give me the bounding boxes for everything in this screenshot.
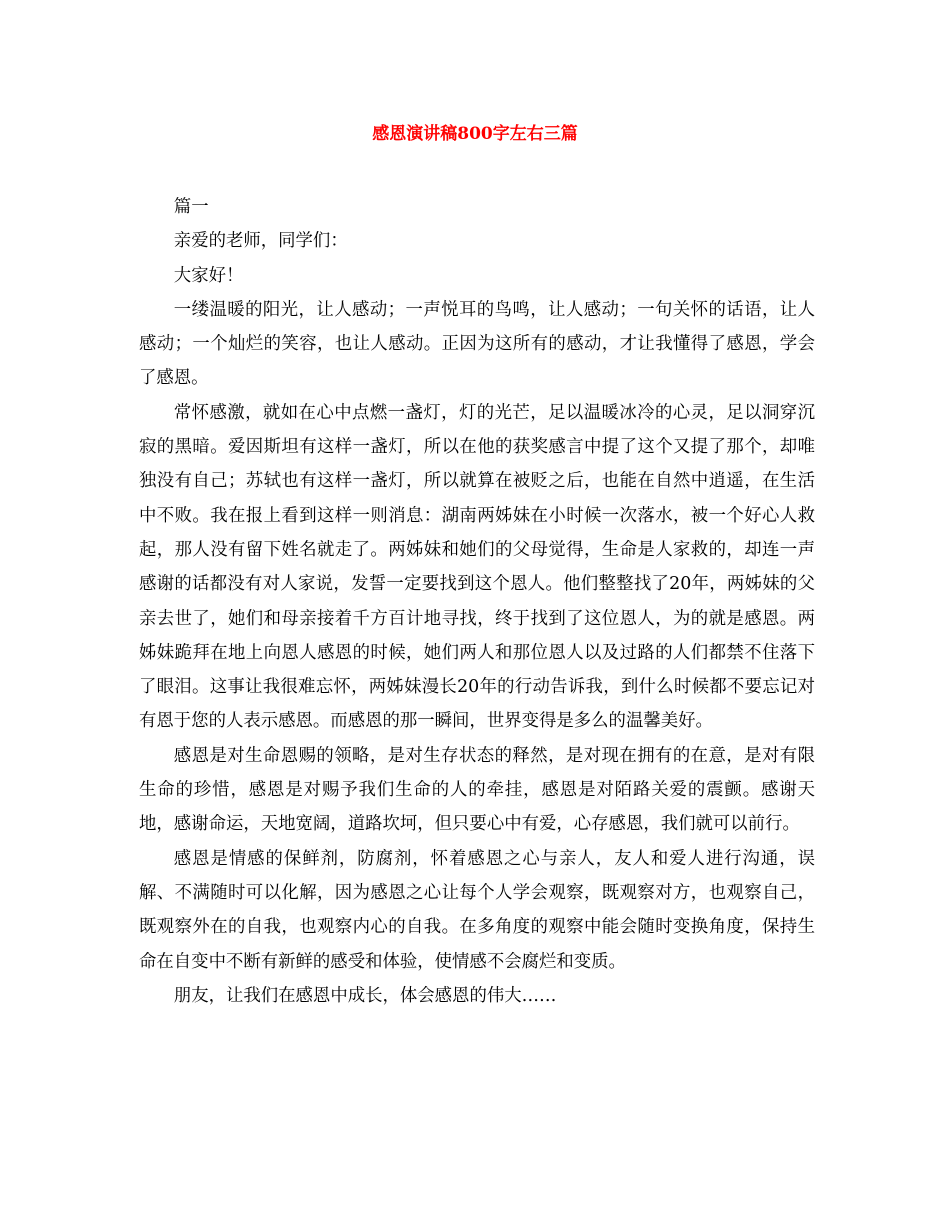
greeting: 大家好！ <box>173 265 244 286</box>
paragraph: 感恩是情感的保鲜剂，防腐剂，怀着感恩之心与亲人，友人和爱人进行沟通，误解、不满随时可以化解，因为感恩之心让每个人学会观察，既观察对方，也观察自己，既观察外在的自我，也观察内心的自我。在多角度的观察中能会随时变换角度，保持生命在自变中不断有新鲜的感受和体验，使情感不会腐烂和变质。 <box>139 848 815 972</box>
document-title: 感恩演讲稿800字左右三篇 <box>372 124 578 144</box>
paragraph: 常怀感激，就如在心中点燃一盏灯，灯的光芒，足以温暖冰冷的心灵，足以洞穿沉寂的黑暗。爱因斯坦有这样一盏灯，所以在他的获奖感言中提了这个又提了那个，却唯独没有自己；苏轼也有这样一盏灯，所以就算在被贬之后，也能在自然中逍遥，在生活中不败。我在报上看到这样一则消息：湖南两姊妹在小时候一次落水，被一个好心人救起，那人没有留下姓名就走了。两姊妹和她们的父母觉得，生命是人家救的，却连一声感谢的话都没有对人家说，发誓一定要找到这个恩人。他们整整找了20年，两姊妹的父亲去世了，她们和母亲接着千方百计地寻找，终于找到了这位恩人，为的就是感恩。两姊妹跪拜在地上向恩人感恩的时候，她们两人和那位恩人以及过路的人们都禁不住落下了眼泪。这事让我很难忘怀，两姊妹漫长20年的行动告诉我，到什么时候都不要忘记对有恩于您的人表示感恩。而感恩的那一瞬间，世界变得是多么的温馨美好。 <box>139 402 815 732</box>
document-body <box>139 190 815 1013</box>
paragraph: 感恩是对生命恩赐的领略，是对生存状态的释然，是对现在拥有的在意，是对有限生命的珍惜，感恩是对赐予我们生命的人的牵挂，感恩是对陌路关爱的震颤。感谢天地，感谢命运，天地宽阔，道路坎坷，但只要心中有爱，心存感恩，我们就可以前行。 <box>139 745 815 835</box>
section-heading: 篇一 <box>173 197 209 217</box>
paragraph: 一缕温暖的阳光，让人感动；一声悦耳的鸟鸣，让人感动；一句关怀的话语，让人感动；一个灿烂的笑容，也让人感动。正因为这所有的感动，才让我懂得了感恩，学会了感恩。 <box>139 299 815 389</box>
paragraph: 朋友，让我们在感恩中成长，体会感恩的伟大…… <box>173 985 557 1006</box>
salutation: 亲爱的老师，同学们： <box>173 231 348 252</box>
